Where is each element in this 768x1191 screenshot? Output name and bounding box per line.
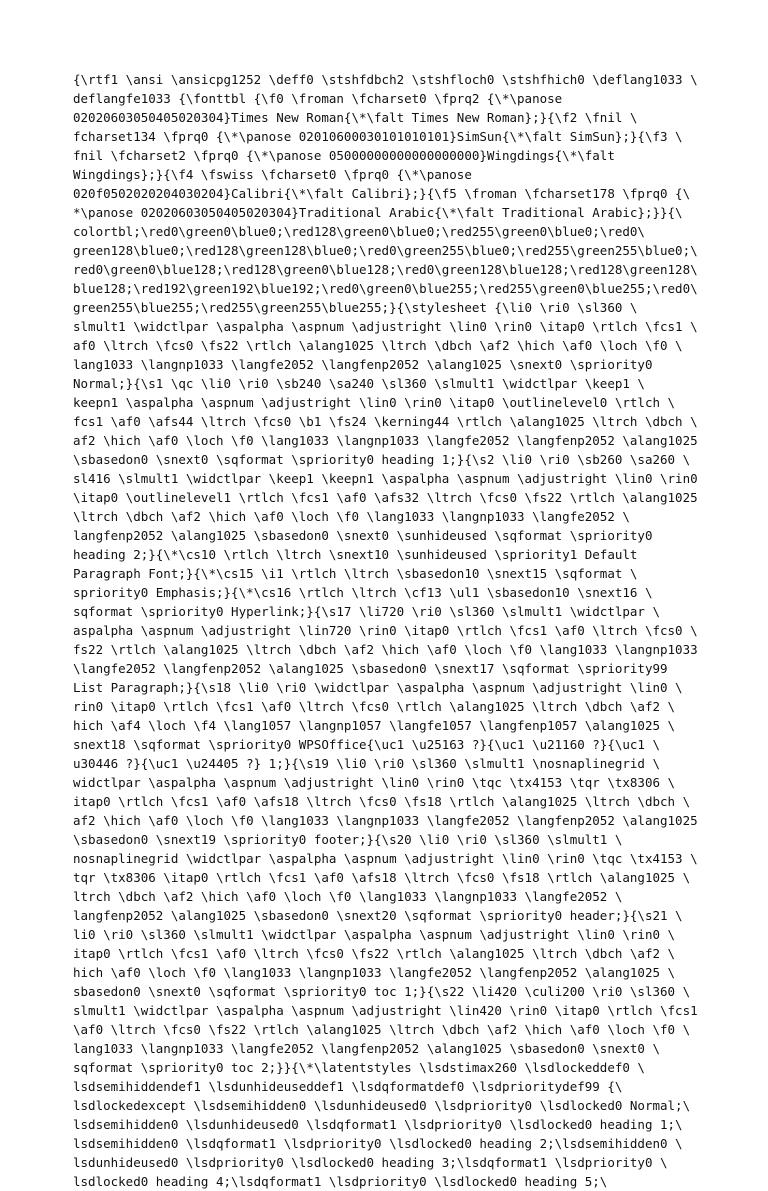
text-line: \af0 \ltrch \fcs0 \fs22 \rtlch \alang1025 \ltrch \dbch \af2 \hich \af0 \loch \f0 \ <box>73 1022 691 1037</box>
text-line: heading 2;}{\*\cs10 \rtlch \ltrch \snext10 \sunhideused \spriority1 Default <box>73 547 638 562</box>
text-line: ltrch \dbch \af2 \hich \af0 \loch \f0 \lang1033 \langnp1033 \langfe2052 \ <box>73 889 623 904</box>
text-line: fs22 \rtlch \alang1025 \ltrch \dbch \af2 \hich \af0 \loch \f0 \lang1033 \langnp1033 <box>73 642 698 657</box>
text-line: \sbasedon0 \snext19 \spriority0 footer;}{\s20 \li0 \ri0 \sl360 \slmult1 \ <box>73 832 623 847</box>
text-line: fcharset134 \fprq0 {\*\panose 02010600030101010101}SimSun{\*\falt SimSun};}{\f3 \ <box>73 129 683 144</box>
text-line: Paragraph Font;}{\*\cs15 \i1 \rtlch \ltrch \sbasedon10 \snext15 \sqformat \ <box>73 566 638 581</box>
text-line: deflangfe1033 {\fonttbl {\f0 \froman \fcharset0 \fprq2 {\*\panose <box>73 91 563 106</box>
text-line: slmult1 \widctlpar \aspalpha \aspnum \adjustright \lin420 \rin0 \itap0 \rtlch \fcs1 <box>73 1003 698 1018</box>
text-line: nosnaplinegrid \widctlpar \aspalpha \aspnum \adjustright \lin0 \rin0 \tqc \tx4153 \ <box>73 851 698 866</box>
text-line: fcs1 \af0 \afs44 \ltrch \fcs0 \b1 \fs24 \kerning44 \rtlch \alang1025 \ltrch \dbch \ <box>73 414 698 429</box>
text-line: u30446 ?}{\uc1 \u24405 ?} 1;}{\s19 \li0 \ri0 \sl360 \slmult1 \nosnaplinegrid \ <box>73 756 660 771</box>
text-line: green128\blue0;\red128\green128\blue0;\red0\green255\blue0;\red255\green255\blue0;\ <box>73 243 698 258</box>
text-line: lsdsemihidden0 \lsdqformat1 \lsdpriority0 \lsdlocked0 heading 2;\lsdsemihidden0 \ <box>73 1136 683 1151</box>
text-line: blue128;\red192\green192\blue192;\red0\green0\blue255;\red255\green0\blue255;\red0\ <box>73 281 698 296</box>
text-line: lang1033 \langnp1033 \langfe2052 \langfenp2052 \alang1025 \snext0 \spriority0 <box>73 357 653 372</box>
text-line: snext18 \sqformat \spriority0 WPSOffice{\uc1 \u25163 ?}{\uc1 \u21160 ?}{\uc1 \ <box>73 737 660 752</box>
rtf-source-text <box>73 70 713 1191</box>
text-line: af2 \hich \af0 \loch \f0 \lang1033 \langnp1033 \langfe2052 \langfenp2052 \alang1025 <box>73 813 698 828</box>
text-line: lsdunhideused0 \lsdpriority0 \lsdlocked0 heading 3;\lsdqformat1 \lsdpriority0 \ <box>73 1155 668 1170</box>
text-line: {\rtf1 \ansi \ansicpg1252 \deff0 \stshfdbch2 \stshfloch0 \stshfhich0 \deflang1033 \ <box>73 72 698 87</box>
text-line: sqformat \spriority0 Hyperlink;}{\s17 \li720 \ri0 \sl360 \slmult1 \widctlpar \ <box>73 604 660 619</box>
text-line: green255\blue255;\red255\green255\blue255;}{\stylesheet {\li0 \ri0 \sl360 \ <box>73 300 638 315</box>
text-line: tqr \tx8306 \itap0 \rtlch \fcs1 \af0 \afs18 \ltrch \fcs0 \fs18 \rtlch \alang1025 \ <box>73 870 691 885</box>
text-line: li0 \ri0 \sl360 \slmult1 \widctlpar \aspalpha \aspnum \adjustright \lin0 \rin0 \ <box>73 927 676 942</box>
text-line: red0\green0\blue128;\red128\green0\blue128;\red0\green128\blue128;\red128\green128\ <box>73 262 698 277</box>
text-line: fnil \fcharset2 \fprq0 {\*\panose 05000000000000000000}Wingdings{\*\falt <box>73 148 615 163</box>
text-line: widctlpar \aspalpha \aspnum \adjustright \lin0 \rin0 \tqc \tx4153 \tqr \tx8306 \ <box>73 775 676 790</box>
text-line: aspalpha \aspnum \adjustright \lin720 \rin0 \itap0 \rtlch \fcs1 \af0 \ltrch \fcs0 \ <box>73 623 698 638</box>
text-line: lsdlockedexcept \lsdsemihidden0 \lsdunhideused0 \lsdpriority0 \lsdlocked0 Normal;\ <box>73 1098 691 1113</box>
text-line: hich \af4 \loch \f4 \lang1057 \langnp1057 \langfe1057 \langfenp1057 \alang1025 \ <box>73 718 676 733</box>
text-line: \langfe2052 \langfenp2052 \alang1025 \sbasedon0 \snext17 \sqformat \spriority99 <box>73 661 668 676</box>
text-line: rin0 \itap0 \rtlch \fcs1 \af0 \ltrch \fcs0 \rtlch \alang1025 \ltrch \dbch \af2 \ <box>73 699 676 714</box>
text-line: lsdsemihiddendef1 \lsdunhideuseddef1 \lsdqformatdef0 \lsdprioritydef99 {\ <box>73 1079 623 1094</box>
text-line: 020f0502020204030204}Calibri{\*\falt Calibri};}{\f5 \froman \fcharset178 \fprq0 {\ <box>73 186 691 201</box>
text-line: af0 \ltrch \fcs0 \fs22 \rtlch \alang1025 \ltrch \dbch \af2 \hich \af0 \loch \f0 \ <box>73 338 683 353</box>
text-line: *\panose 02020603050405020304}Traditional Arabic{\*\falt Traditional Arabic};}}{\ <box>73 205 683 220</box>
text-line: colortbl;\red0\green0\blue0;\red128\green0\blue0;\red255\green0\blue0;\red0\ <box>73 224 645 239</box>
text-line: 02020603050405020304}Times New Roman{\*\falt Times New Roman};}{\f2 \fnil \ <box>73 110 638 125</box>
text-line: slmult1 \widctlpar \aspalpha \aspnum \adjustright \lin0 \rin0 \itap0 \rtlch \fcs1 \ <box>73 319 698 334</box>
text-line: itap0 \rtlch \fcs1 \af0 \afs18 \ltrch \fcs0 \fs18 \rtlch \alang1025 \ltrch \dbch \ <box>73 794 691 809</box>
text-line: hich \af0 \loch \f0 \lang1033 \langnp1033 \langfe2052 \langfenp2052 \alang1025 \ <box>73 965 676 980</box>
text-line: langfenp2052 \alang1025 \sbasedon0 \snext20 \sqformat \spriority0 header;}{\s21 \ <box>73 908 683 923</box>
text-line: sqformat \spriority0 toc 2;}}{\*\latentstyles \lsdstimax260 \lsdlockeddef0 \ <box>73 1060 645 1075</box>
text-line: lsdlocked0 heading 4;\lsdqformat1 \lsdpriority0 \lsdlocked0 heading 5;\ <box>73 1174 608 1189</box>
text-line: itap0 \rtlch \fcs1 \af0 \ltrch \fcs0 \fs22 \rtlch \alang1025 \ltrch \dbch \af2 \ <box>73 946 676 961</box>
text-line: \ltrch \dbch \af2 \hich \af0 \loch \f0 \lang1033 \langnp1033 \langfe2052 \ <box>73 509 630 524</box>
text-line: Wingdings};}{\f4 \fswiss \fcharset0 \fprq0 {\*\panose <box>73 167 472 182</box>
text-line: keepn1 \aspalpha \aspnum \adjustright \lin0 \rin0 \itap0 \outlinelevel0 \rtlch \ <box>73 395 676 410</box>
text-line: lsdsemihidden0 \lsdunhideused0 \lsdqformat1 \lsdpriority0 \lsdlocked0 heading 1;\ <box>73 1117 683 1132</box>
text-line: lang1033 \langnp1033 \langfe2052 \langfenp2052 \alang1025 \sbasedon0 \snext0 \ <box>73 1041 660 1056</box>
text-line: List Paragraph;}{\s18 \li0 \ri0 \widctlpar \aspalpha \aspnum \adjustright \lin0 \ <box>73 680 683 695</box>
text-line: sbasedon0 \snext0 \sqformat \spriority0 toc 1;}{\s22 \li420 \culi200 \ri0 \sl360 \ <box>73 984 691 999</box>
text-line: langfenp2052 \alang1025 \sbasedon0 \snext0 \sunhideused \sqformat \spriority0 <box>73 528 653 543</box>
text-line: \sbasedon0 \snext0 \sqformat \spriority0 heading 1;}{\s2 \li0 \ri0 \sb260 \sa260 \ <box>73 452 691 467</box>
text-line: af2 \hich \af0 \loch \f0 \lang1033 \langnp1033 \langfe2052 \langfenp2052 \alang1025 <box>73 433 698 448</box>
text-line: \itap0 \outlinelevel1 \rtlch \fcs1 \af0 \afs32 \ltrch \fcs0 \fs22 \rtlch \alang1025 <box>73 490 698 505</box>
text-line: sl416 \slmult1 \widctlpar \keep1 \keepn1 \aspalpha \aspnum \adjustright \lin0 \rin0 <box>73 471 698 486</box>
text-line: Normal;}{\s1 \qc \li0 \ri0 \sb240 \sa240 \sl360 \slmult1 \widctlpar \keep1 \ <box>73 376 645 391</box>
text-line: spriority0 Emphasis;}{\*\cs16 \rtlch \ltrch \cf13 \ul1 \sbasedon10 \snext16 \ <box>73 585 653 600</box>
